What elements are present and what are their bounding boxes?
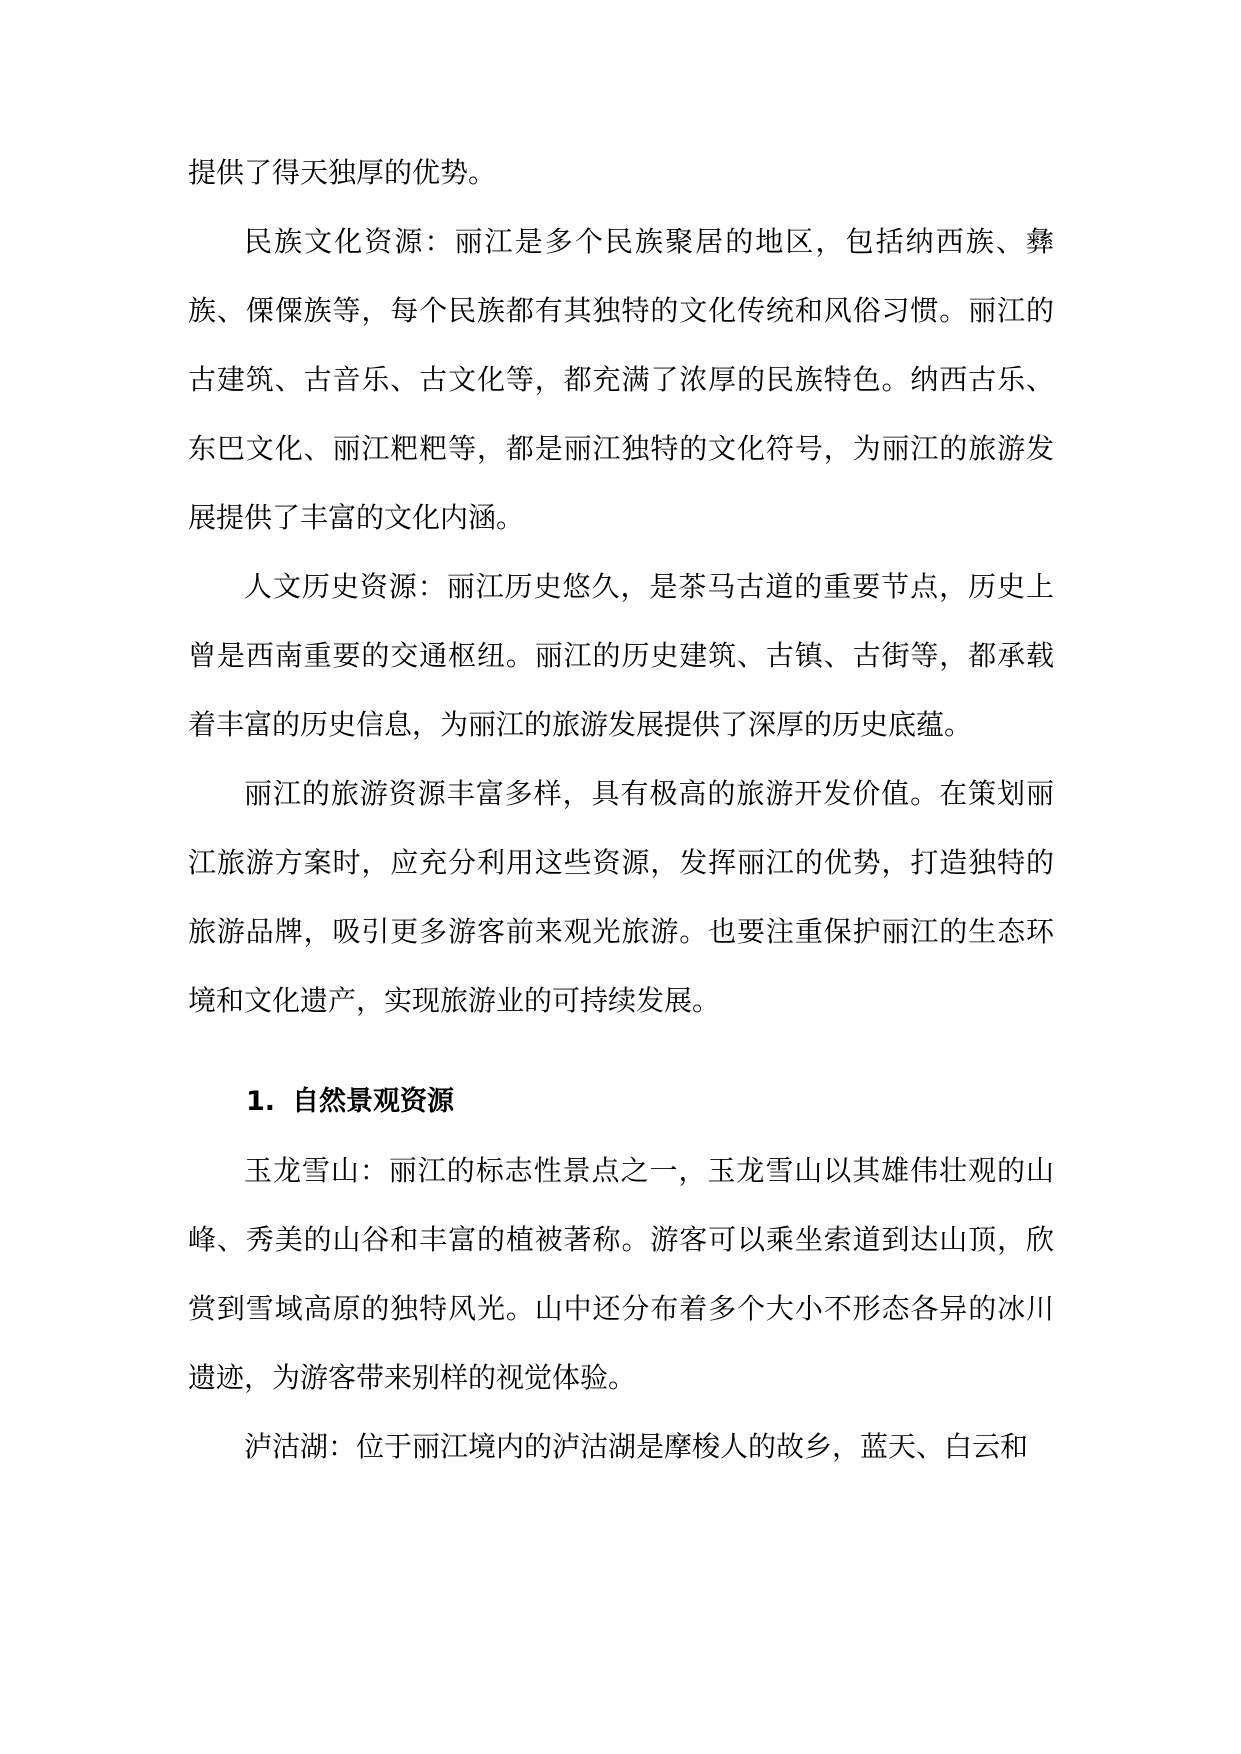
section-heading — [188, 1067, 1054, 1136]
section-number: 1. — [246, 1086, 276, 1117]
paragraph-continuation: 提供了得天独厚的优势。 — [188, 156, 497, 189]
paragraph-yulong-snow-mountain: 玉龙雪山：丽江的标志性景点之一，玉龙雪山以其雄伟壮观的山峰、秀美的山谷和丰富的植被著称。游客可以乘坐索道到达山顶，欣赏到雪域高原的独特风光。山中还分布着多个大小不形态各异的冰川遗迹，为游客带来别样的视觉体验。 — [188, 1154, 1054, 1394]
paragraph-ethnic-culture: 民族文化资源：丽江是多个民族聚居的地区，包括纳西族、彝族、傈僳族等，每个民族都有其独特的文化传统和风俗习惯。丽江的古建筑、古音乐、古文化等，都充满了浓厚的民族特色。纳西古乐、东巴文化、丽江粑粑等，都是丽江独特的文化符号，为丽江的旅游发展提供了丰富的文化内涵。 — [188, 225, 1054, 534]
paragraph-lugu-lake: 泸沽湖：位于丽江境内的泸沽湖是摩梭人的故乡，蓝天、白云和 — [244, 1430, 1029, 1463]
document-body — [188, 138, 1054, 1481]
paragraph-summary: 丽江的旅游资源丰富多样，具有极高的旅游开发价值。在策划丽江旅游方案时，应充分利用这些资源，发挥丽江的优势，打造独特的旅游品牌，吸引更多游客前来观光旅游。也要注重保护丽江的生态环境和文化遗产，实现旅游业的可持续发展。 — [188, 777, 1054, 1017]
section-title: 自然景观资源 — [292, 1086, 454, 1117]
paragraph-history: 人文历史资源：丽江历史悠久，是茶马古道的重要节点，历史上曾是西南重要的交通枢纽。丽江的历史建筑、古镇、古街等，都承载着丰富的历史信息，为丽江的旅游发展提供了深厚的历史底蕴。 — [188, 570, 1054, 741]
